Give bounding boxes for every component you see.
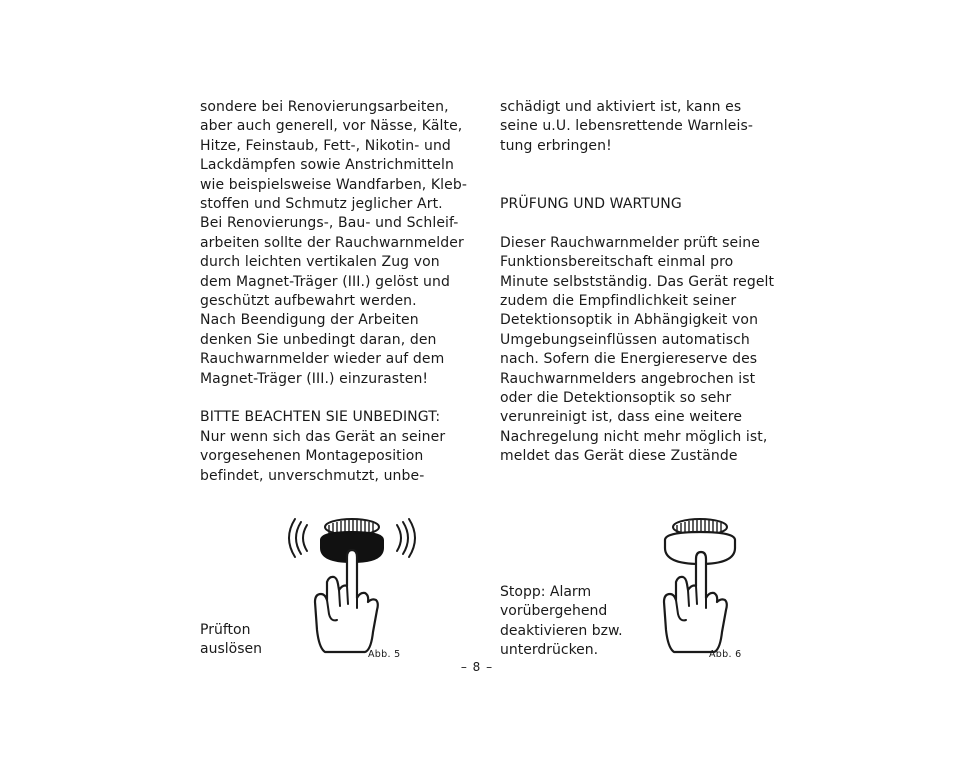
text-line: Nach Beendigung der Arbeiten bbox=[200, 312, 419, 329]
text-line: Lackdämpfen sowie Anstrichmitteln bbox=[200, 157, 454, 174]
text-line: verunreinigt ist, dass eine weitere bbox=[500, 409, 743, 426]
text-line: Funktionsbereitschaft einmal pro bbox=[500, 254, 734, 271]
caption-line: vorübergehend bbox=[500, 603, 608, 620]
caption-line: Stopp: Alarm bbox=[500, 584, 592, 600]
notice-heading: BITTE BEACHTEN SIE UNBEDINGT: bbox=[200, 409, 441, 426]
text-line: meldet das Gerät diese Zustände bbox=[500, 448, 738, 465]
text-line: Nur wenn sich das Gerät an seiner bbox=[200, 428, 446, 445]
text-line: seine u.U. lebensrettende Warnleis- bbox=[500, 118, 753, 135]
text-line: Nachregelung nicht mehr möglich ist, bbox=[500, 428, 768, 445]
page-number: – 8 – bbox=[460, 660, 494, 674]
figure6-label: Abb. 6 bbox=[709, 649, 742, 660]
text-line: Minute selbstständig. Das Gerät regelt bbox=[500, 273, 775, 290]
text-line: schädigt und aktiviert ist, kann es bbox=[500, 99, 742, 115]
text-line: geschützt aufbewahrt werden. bbox=[200, 293, 417, 310]
text-line: nach. Sofern die Energiereserve des bbox=[500, 351, 758, 368]
text-line: Rauchwarnmelder wieder auf dem bbox=[200, 351, 445, 368]
left-paragraph-1 bbox=[200, 98, 475, 389]
text-line: stoffen und Schmutz jeglicher Art. bbox=[200, 196, 443, 213]
hand-pressing-detector-icon bbox=[285, 510, 425, 660]
text-line: Hitze, Feinstaub, Fett-, Nikotin- und bbox=[200, 137, 451, 154]
text-line: sondere bei Renovierungsarbeiten, bbox=[200, 99, 449, 115]
text-line: Magnet-Träger (III.) einzurasten! bbox=[200, 370, 429, 387]
left-text-column bbox=[200, 98, 475, 486]
figure5-label: Abb. 5 bbox=[368, 649, 401, 660]
text-line: Dieser Rauchwarnmelder prüft seine bbox=[500, 234, 760, 251]
text-line: befindet, unverschmutzt, unbe- bbox=[200, 467, 425, 484]
text-line: vorgesehenen Montageposition bbox=[200, 448, 424, 465]
text-line: Umgebungseinflüssen automatisch bbox=[500, 331, 750, 348]
text-line: dem Magnet-Träger (III.) gelöst und bbox=[200, 273, 450, 290]
text-line: durch leichten vertikalen Zug von bbox=[200, 254, 440, 271]
right-paragraph-1 bbox=[500, 98, 775, 156]
caption-line: deaktivieren bzw. bbox=[500, 622, 623, 639]
section-heading: PRÜFUNG UND WARTUNG bbox=[500, 196, 682, 212]
text-line: aber auch generell, vor Nässe, Kälte, bbox=[200, 118, 463, 135]
caption-line: auslösen bbox=[200, 641, 262, 658]
figure6-caption bbox=[500, 583, 623, 661]
right-paragraph-2 bbox=[500, 234, 775, 467]
caption-line: Prüfton bbox=[200, 622, 251, 638]
text-line: Rauchwarnmelders angebrochen ist bbox=[500, 370, 756, 387]
text-line: zudem die Empfindlichkeit seiner bbox=[500, 293, 737, 310]
text-line: oder die Detektionsoptik so sehr bbox=[500, 390, 732, 407]
text-line: denken Sie unbedingt daran, den bbox=[200, 331, 437, 348]
text-line: tung erbringen! bbox=[500, 137, 612, 154]
left-paragraph-2 bbox=[200, 408, 475, 486]
right-text-column bbox=[500, 98, 775, 467]
text-line: Detektionsoptik in Abhängigkeit von bbox=[500, 312, 759, 329]
figure5-caption bbox=[200, 621, 262, 660]
text-line: arbeiten sollte der Rauchwarnmelder bbox=[200, 234, 464, 251]
caption-line: unterdrücken. bbox=[500, 642, 599, 659]
text-line: wie beispielsweise Wandfarben, Kleb- bbox=[200, 176, 468, 193]
text-line: Bei Renovierungs-, Bau- und Schleif- bbox=[200, 215, 459, 232]
hand-pressing-detector-icon bbox=[650, 510, 760, 660]
